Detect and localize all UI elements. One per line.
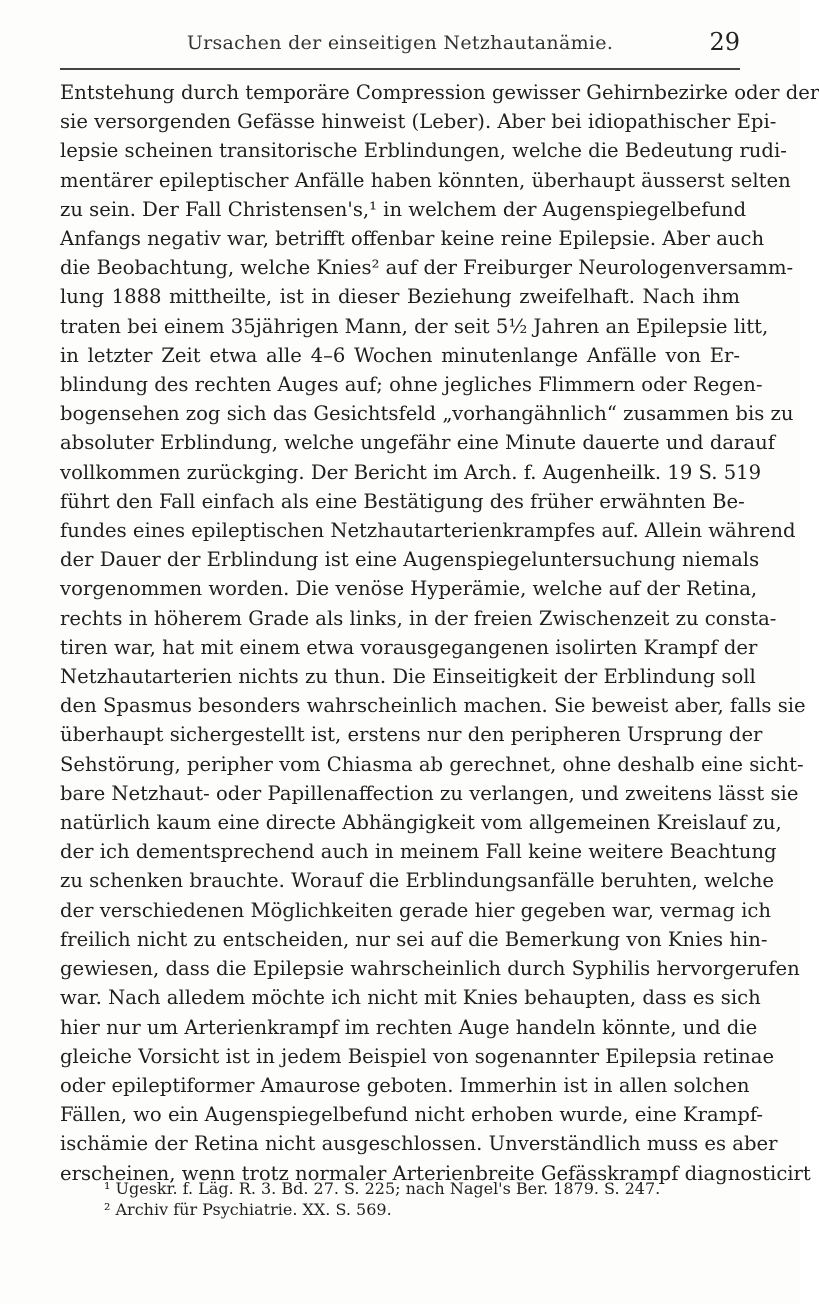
page-number: 29 — [709, 28, 740, 56]
body-line: war. Nach alledem möchte ich nicht mit Knies behaupten, dass es sich — [60, 986, 761, 1010]
body-line: sie versorgenden Gefässe hinweist (Leber). Aber bei idiopathischer Epi- — [60, 110, 777, 134]
body-line: bare Netzhaut- oder Papillenaffection zu verlangen, und zweitens lässt sie — [60, 781, 799, 805]
body-line: Netzhautarterien nichts zu thun. Die Einseitigkeit der Erblindung soll — [60, 665, 756, 689]
body-line: der verschiedenen Möglichkeiten gerade hier gegeben war, vermag ich — [60, 898, 771, 922]
body-line: überhaupt sichergestellt ist, erstens nur den peripheren Ursprung der — [60, 723, 763, 747]
body-line: hier nur um Arterienkrampf im rechten Auge handeln könnte, und die — [60, 1015, 758, 1039]
body-line: in letzter Zeit etwa alle 4–6 Wochen minutenlange Anfälle von Er- — [60, 343, 740, 367]
body-line: absoluter Erblindung, welche ungefähr eine Minute dauerte und darauf — [60, 431, 775, 455]
body-line: der Dauer der Erblindung ist eine Augenspiegeluntersuchung niemals — [60, 548, 760, 572]
body-line: erscheinen, wenn trotz normaler Arterienbreite Gefässkrampf diagnosticirt — [60, 1161, 811, 1185]
header-rule — [60, 68, 740, 70]
footnote: ² Archiv für Psychiatrie. XX. S. 569. — [104, 1200, 392, 1219]
body-line: blindung des rechten Auges auf; ohne jegliches Flimmern oder Regen- — [60, 373, 763, 397]
body-text — [60, 78, 819, 1188]
body-line: natürlich kaum eine directe Abhängigkeit vom allgemeinen Kreislauf zu, — [60, 811, 782, 835]
body-line: fundes eines epileptischen Netzhautarterienkrampfes auf. Allein während — [60, 519, 796, 543]
footnote: ¹ Ugeskr. f. Läg. R. 3. Bd. 27. S. 225; nach Nagel's Ber. 1879. S. 247. — [104, 1179, 661, 1198]
body-line: Entstehung durch temporäre Compression gewisser Gehirnbezirke oder der — [60, 81, 819, 104]
body-line: Anfangs negativ war, betrifft offenbar keine reine Epilepsie. Aber auch — [60, 227, 765, 251]
body-line: Sehstörung, peripher vom Chiasma ab gerechnet, ohne deshalb eine sicht- — [60, 752, 804, 776]
body-line: Fällen, wo ein Augenspiegelbefund nicht erhoben wurde, eine Krampf- — [60, 1103, 764, 1127]
body-line: gewiesen, dass die Epilepsie wahrscheinlich durch Syphilis hervorgerufen — [60, 957, 800, 981]
body-line: rechts in höherem Grade als links, in der freien Zwischenzeit zu consta- — [60, 606, 777, 630]
body-line: lung 1888 mittheilte, ist in dieser Beziehung zweifelhaft. Nach ihm — [60, 285, 740, 309]
body-line: oder epileptiformer Amaurose geboten. Immerhin ist in allen solchen — [60, 1073, 750, 1097]
body-line: zu sein. Der Fall Christensen's,¹ in welchem der Augenspiegelbefund — [60, 197, 747, 221]
body-line: der ich dementsprechend auch in meinem Fall keine weitere Beachtung — [60, 840, 777, 864]
body-line: gleiche Vorsicht ist in jedem Beispiel von sogenannter Epilepsia retinae — [60, 1044, 775, 1068]
footnotes — [60, 1178, 740, 1220]
body-line: lepsie scheinen transitorische Erblindungen, welche die Bedeutung rudi- — [60, 139, 787, 163]
body-line: freilich nicht zu entscheiden, nur sei auf die Bemerkung von Knies hin- — [60, 927, 768, 951]
body-line: den Spasmus besonders wahrscheinlich machen. Sie beweist aber, falls sie — [60, 694, 806, 718]
running-title: Ursachen der einseitigen Netzhautanämie. — [186, 32, 614, 54]
body-line: führt den Fall einfach als eine Bestätigung des früher erwähnten Be- — [60, 489, 745, 513]
body-line: tiren war, hat mit einem etwa vorausgegangenen isolirten Krampf der — [60, 635, 758, 659]
body-line: mentärer epileptischer Anfälle haben könnten, überhaupt äusserst selten — [60, 168, 791, 192]
running-header — [60, 28, 740, 68]
body-line: vorgenommen worden. Die venöse Hyperämie, welche auf der Retina, — [60, 577, 758, 601]
body-line: traten bei einem 35jährigen Mann, der seit 5½ Jahren an Epilepsie litt, — [60, 314, 769, 338]
body-line: bogensehen zog sich das Gesichtsfeld „vorhangähnlich“ zusammen bis zu — [60, 402, 794, 426]
body-line: die Beobachtung, welche Knies² auf der Freiburger Neurologenversamm- — [60, 256, 794, 280]
body-line: vollkommen zurückging. Der Bericht im Arch. f. Augenheilk. 19 S. 519 — [60, 460, 762, 484]
body-line: zu schenken brauchte. Worauf die Erblindungsanfälle beruhten, welche — [60, 869, 774, 893]
body-line: ischämie der Retina nicht ausgeschlossen. Unverständlich muss es aber — [60, 1132, 778, 1156]
